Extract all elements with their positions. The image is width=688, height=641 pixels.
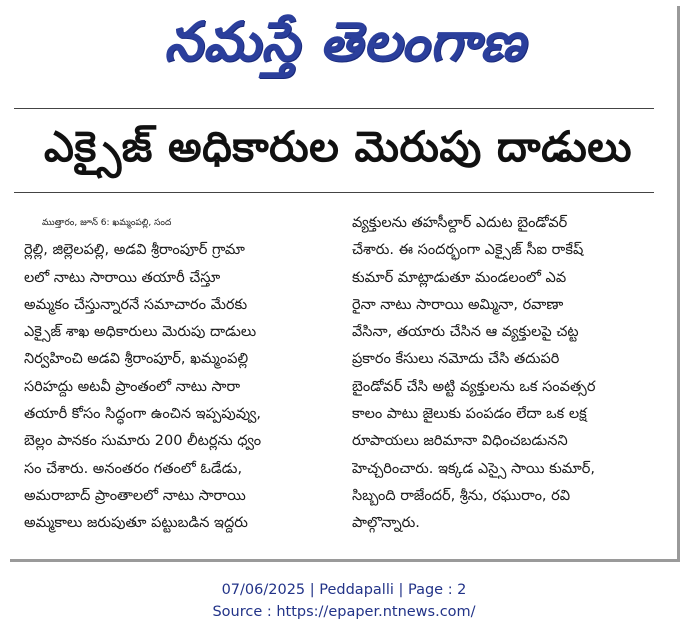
article-line: ర్లెల్లి, జిల్లెలపల్లి, అడవి శ్రీరాంపూర్ గ్రామా: [24, 242, 245, 259]
top-divider: [14, 108, 654, 109]
article-line: వేసినా, తయారు చేసిన ఆ వ్యక్తులపై చట్ట: [352, 324, 579, 341]
article-line: అమ్మకం చేస్తున్నారనే సమాచారం మేరకు: [24, 296, 248, 313]
article-line: పాల్గొన్నారు.: [352, 515, 420, 532]
article-line: చేశారు. ఈ సందర్భంగా ఎక్సైజ్ సీఐ రాకేష్: [352, 242, 584, 259]
article-line: లలో నాటు సారాయి తయారీ చేస్తూ: [24, 269, 221, 286]
article-line: ప్రకారం కేసులు నమోదు చేసి తదుపరి: [352, 351, 560, 368]
article-line: రూపాయలు జరిమానా విధించబడునని: [352, 433, 568, 450]
article-line: తయారీ కోసం సిద్ధంగా ఉంచిన ఇప్పపువ్వు,: [24, 406, 261, 423]
clipping-meta: 07/06/2025 | Peddapalli | Page : 2: [221, 582, 467, 598]
article-line: సిబ్బంది రాజేందర్, శ్రీను, రఘురాం, రవి: [352, 487, 571, 504]
masthead: [10, 6, 680, 98]
article-line: అమ్మకాలు జరుపుతూ పట్టుబడిన ఇద్దరు: [24, 515, 248, 532]
article-line: హెచ్చరించారు. ఇక్కడ ఎస్సై సాయి కుమార్,: [352, 460, 595, 477]
newspaper-clipping: [10, 6, 680, 562]
article-line: రైనా నాటు సారాయి అమ్మినా, రవాణా: [352, 296, 564, 313]
masthead-logo: నమస్తే తెలంగాణ: [164, 10, 526, 73]
article-line: కాలం పాటు జైలుకు పంపడం లేదా ఒక లక్ష: [352, 406, 587, 423]
article-line: కుమార్ మాట్లాడుతూ మండలంలో ఎవ: [352, 269, 567, 286]
source-link[interactable]: Source : https://epaper.ntnews.com/: [212, 604, 476, 620]
article-line: బెల్లం పానకం సుమారు 200 లీటర్లను ధ్వం: [24, 433, 262, 450]
article-column-right: [352, 210, 652, 538]
article-line: నిర్వహించి అడవి శ్రీరాంపూర్, ఖమ్మంపల్లి: [24, 351, 249, 368]
article-line: అమరాబాద్ ప్రాంతాలలో నాటు సారాయి: [24, 487, 246, 504]
article-line: వ్యక్తులను తహసీల్దార్ ఎదుట బైండోవర్: [352, 215, 568, 231]
article-line: సం చేశారు. అనంతరం గతంలో ఓడేడు,: [24, 460, 243, 477]
article-column-left: [24, 210, 332, 538]
article-line: ఎక్సైజ్ శాఖ అధికారులు మెరుపు దాడులు: [24, 324, 257, 341]
article-line: ముత్తారం, జూన్ 6: ఖమ్మంపల్లి, సంద: [42, 218, 172, 228]
article-headline: ఎక్సైజ్ అధికారుల మెరుపు దాడులు: [43, 122, 633, 171]
article-line: సరిహద్దు అటవీ ప్రాంతంలో నాటు సారా: [24, 378, 241, 395]
article-line: బైండోవర్ చేసి అట్టి వ్యక్తులను ఒక సంవత్సర: [352, 378, 596, 395]
headline-divider: [14, 192, 654, 193]
